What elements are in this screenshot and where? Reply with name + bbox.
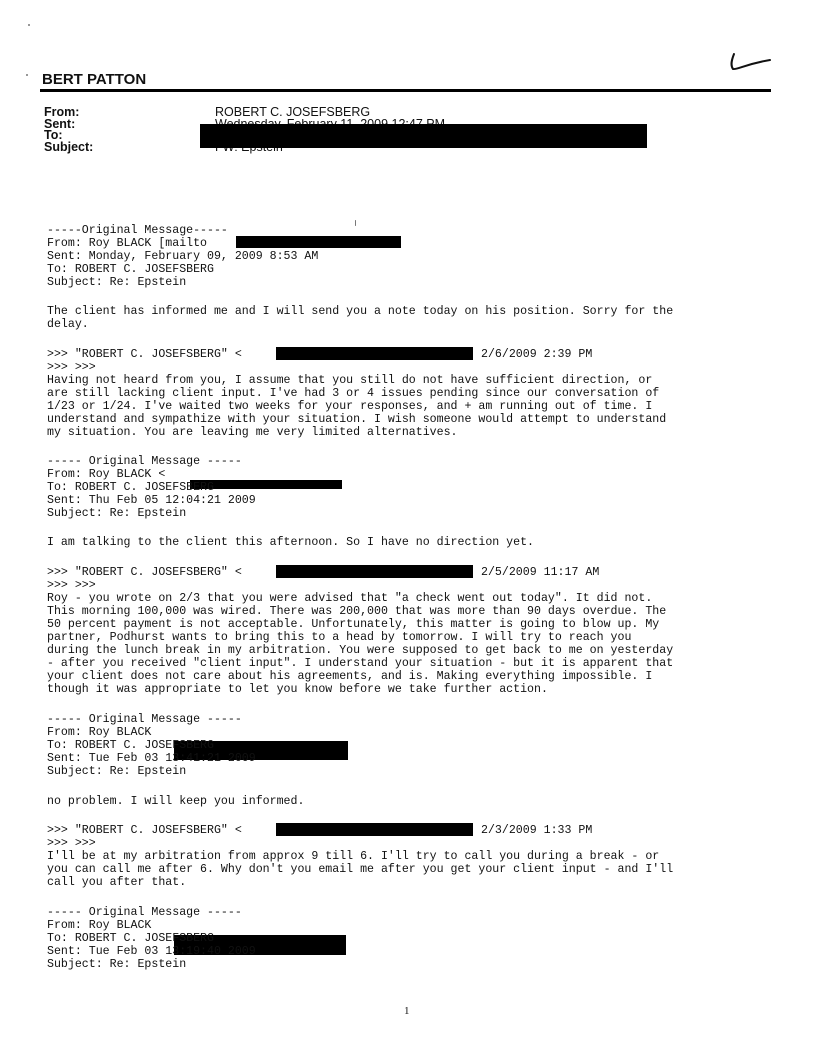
body-line: This morning 100,000 was wired. There was 200,000 that was more than 90 days overdue. The [47, 605, 667, 618]
body-line: To: ROBERT C. JOSEFSBERG [47, 932, 214, 945]
body-line: understand and sympathize with your situation. I wish someone would attempt to understand [47, 413, 667, 426]
from-value: ROBERT C. JOSEFSBERG [215, 105, 371, 119]
body-line: 50 percent payment is not acceptable. Unfortunately, this matter is going to blow up. My [47, 618, 660, 631]
body-line: ----- Original Message ----- [47, 906, 242, 919]
body-line: no problem. I will keep you informed. [47, 795, 305, 808]
to-label: To: [44, 128, 63, 142]
body-line: >>> >>> [47, 361, 96, 374]
body-line: The client has informed me and I will send you a note today on his position. Sorry for the [47, 305, 674, 318]
body-line: are still lacking client input. I've had 3 or 4 issues pending since our conversation of [47, 387, 660, 400]
body-line: Subject: Re: Epstein [47, 958, 187, 971]
body-line: >>> >>> [47, 837, 96, 850]
body-line: >>> >>> [47, 579, 96, 592]
body-line: To: ROBERT C. JOSEFSBERG [47, 739, 214, 752]
body-line: your client does not care about his agreements, and is. Making everything impossible. I [47, 670, 653, 683]
sent-label: Sent: [44, 116, 76, 131]
body-line: -----Original Message----- [47, 224, 228, 237]
body-line: Subject: Re: Epstein [47, 765, 187, 778]
body-line: Sent: Tue Feb 03 13:19:40 2009 [47, 945, 256, 958]
page-number: 1 [404, 1005, 410, 1017]
body-line: ----- Original Message ----- [47, 455, 242, 468]
body-line: 2/5/2009 11:17 AM [481, 566, 600, 579]
body-line: though it was appropriate to let you know before we take further action. [47, 683, 548, 696]
body-line: call you after that. [47, 876, 187, 889]
body-line: From: Roy BLACK [47, 726, 152, 739]
body-line: 2/6/2009 2:39 PM [481, 348, 593, 361]
body-line: 1/23 or 1/24. I've waited two weeks for your responses, and + am running out of time. I [47, 400, 653, 413]
body-line: From: Roy BLACK [47, 919, 152, 932]
body-line: Subject: Re: Epstein [47, 507, 187, 520]
body-line: delay. [47, 318, 89, 331]
subject-label: Subject: [44, 139, 94, 154]
body-line: ----- Original Message ----- [47, 713, 242, 726]
body-line: Sent: Thu Feb 05 12:04:21 2009 [47, 494, 256, 507]
body-line: 2/3/2009 1:33 PM [481, 824, 593, 837]
body-line: Having not heard from you, I assume that you still do not have sufficient direction, or [47, 374, 653, 387]
body-line: To: ROBERT C. JOSEFSBERG [47, 263, 214, 276]
body-line: partner, Podhurst wants to bring this to a head by tomorrow. I will try to reach you [47, 631, 632, 644]
body-line: >>> "ROBERT C. JOSEFSBERG" < [47, 348, 242, 361]
body-line: From: Roy BLACK < [47, 468, 166, 481]
body-line: From: Roy BLACK [mailto [47, 237, 208, 250]
body-line: >>> "ROBERT C. JOSEFSBERG" < [47, 566, 242, 579]
from-label: From: [44, 105, 80, 119]
body-line: To: ROBERT C. JOSEFSBERG [47, 481, 214, 494]
body-line: - after you received "client input". I understand your situation - but it is apparent that [47, 657, 674, 670]
body-line: Sent: Tue Feb 03 13:41:21 2009 [47, 752, 256, 765]
body-line: I'll be at my arbitration from approx 9 till 6. I'll try to call you during a break - or [47, 850, 660, 863]
letterhead-name: BERT PATTON [42, 71, 147, 88]
body-line: you can call me after 6. Why don't you email me after you get your client input - and I'll [47, 863, 674, 876]
body-line: my situation. You are leaving me very limited alternatives. [47, 426, 458, 439]
body-line: >>> "ROBERT C. JOSEFSBERG" < [47, 824, 242, 837]
body-line: I am talking to the client this afternoon. So I have no direction yet. [47, 536, 535, 549]
body-line: Sent: Monday, February 09, 2009 8:53 AM [47, 250, 319, 263]
body-line: during the lunch break in my arbitration. You were supposed to get back to me on yesterday [47, 644, 674, 657]
body-line: Roy - you wrote on 2/3 that you were advised that "a check went out today". It did not. [47, 592, 653, 605]
body-line: Subject: Re: Epstein [47, 276, 187, 289]
